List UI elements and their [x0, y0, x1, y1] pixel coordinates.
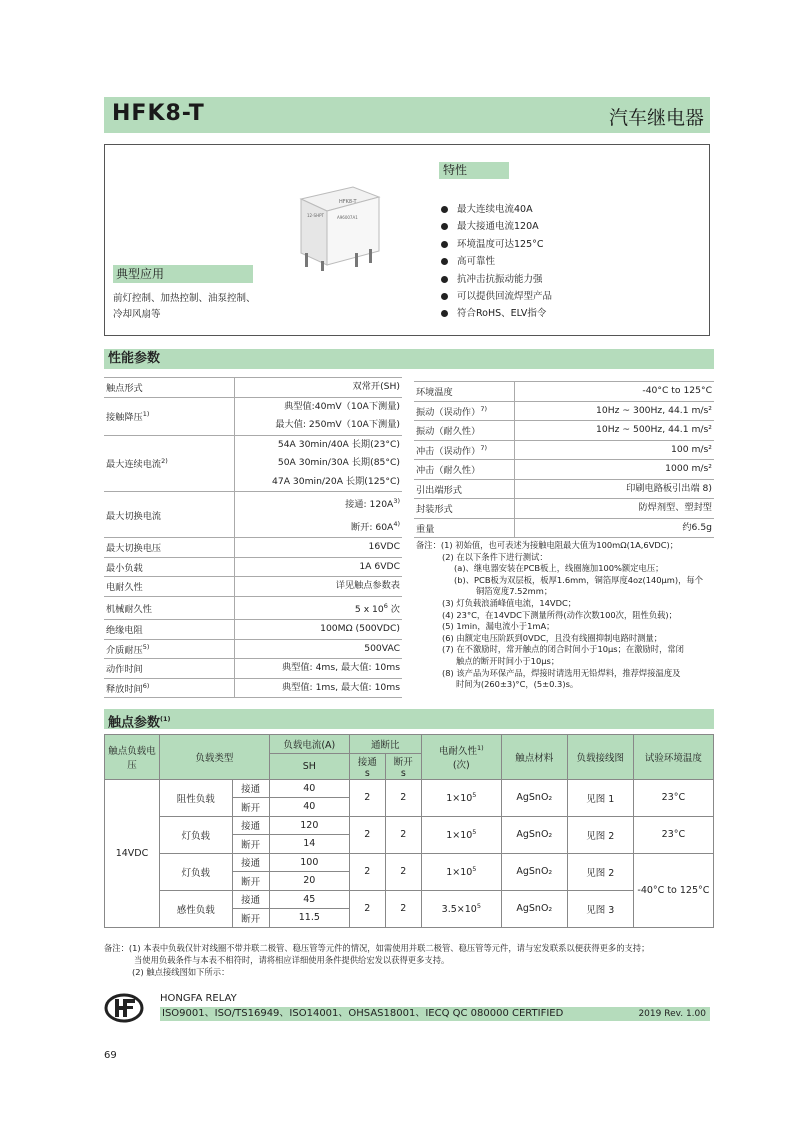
page-number: 69: [104, 1050, 117, 1061]
table-row: 最大切换电流 接通: $120A^{3)}$ 断开: $60A^{4)}$: [104, 492, 402, 538]
table-header-row: SH 接通 s 断开 s: [105, 753, 714, 779]
table-row: 冲击（误动作）$^{7)}$ 100 m/s²: [414, 440, 714, 460]
table-row: 振动（耐久性） 10Hz ~ 500Hz, 44.1 m/s²: [414, 421, 714, 441]
applications-heading: 典型应用: [113, 265, 253, 283]
table-row: 绝缘电阻 100MΩ (500VDC): [104, 620, 402, 640]
feature-item: 符合RoHS、ELV指令: [441, 305, 552, 322]
contact-heading: 触点参数$^{(1)}$: [104, 709, 714, 729]
feature-item: 可以提供回流焊型产品: [441, 288, 552, 305]
feature-item: 高可靠性: [441, 253, 552, 270]
table-row: 灯负载 接通 100 2 2 $1\times 10^5$ AgSnO₂ 见图 2 -40°C to 125°C: [105, 853, 714, 872]
table-row: 冲击（耐久性） 1000 m/s²: [414, 460, 714, 480]
bullet-icon: [441, 276, 448, 283]
table-row: 最大切换电压 16VDC: [104, 538, 402, 558]
table-row: 断开 40: [105, 798, 714, 817]
relay-image: [295, 183, 385, 271]
intro-box: [104, 144, 710, 336]
table-row: 释放时间$^{6)}$ 典型值: 1ms, 最大值: 10ms: [104, 678, 402, 698]
table-row: 引出端形式 印刷电路板引出端 8): [414, 479, 714, 499]
relay-label-1: HFK8-T: [339, 199, 357, 205]
performance-table-left: [104, 377, 402, 698]
bullet-icon: [441, 206, 448, 213]
table-row: 灯负载 接通 120 2 2 $1\times 10^5$ AgSnO₂ 见图 2 23°C: [105, 816, 714, 835]
performance-heading: 性能参数: [104, 349, 714, 369]
table-row: 接触降压$^{1)}$ 典型值:40mV（10A下测量) 最大值: 250mV（10A下测量): [104, 397, 402, 435]
relay-label-2: 12-SHPT: [307, 213, 324, 218]
bullet-icon: [441, 223, 448, 230]
feature-item: 抗冲击抗振动能力强: [441, 271, 552, 288]
table-row: 断开 14: [105, 835, 714, 854]
contact-table: [104, 734, 714, 928]
table-row: 最小负载 1A 6VDC: [104, 557, 402, 577]
feature-item: 最大连续电流40A: [441, 201, 552, 218]
feature-item: 最大接通电流120A: [441, 218, 552, 235]
applications-text: [113, 291, 273, 323]
table-row: 感性负载 接通 45 2 2 $3.5\times 10^5$ AgSnO₂ 见图 3: [105, 890, 714, 909]
table-row: 振动（误动作）$^{7)}$ 10Hz ~ 300Hz, 44.1 m/s²: [414, 401, 714, 421]
bullet-icon: [441, 310, 448, 317]
table-row: 触点形式 双常开(SH): [104, 378, 402, 398]
features-list: [441, 201, 552, 323]
certifications: ISO9001、ISO/TS16949、ISO14001、OHSAS18001、IECQ QC 080000 CERTIFIED: [162, 1008, 564, 1019]
revision: 2019 Rev. 1.00: [638, 1009, 706, 1019]
table-row: 机械耐久性 5 x $10^6$ 次: [104, 596, 402, 620]
company-name: HONGFA RELAY: [160, 993, 237, 1004]
applications-line-2: 冷却风扇等: [113, 309, 161, 320]
hongfa-logo-icon: [104, 993, 144, 1023]
applications-line-1: 前灯控制、加热控制、油泵控制、: [113, 293, 256, 304]
contact-notes: 备注：(1) 本表中负载仅针对线圈不带并联二极管、稳压管等元件的情况，如需使用并联二极管、稳压管等元件，请与宏发联系以便获得更多的支持； 当使用负载条件与本表不相符时，请将相应详细使用条件提供给宏发以获得更多支持。 (2) 触点接线图如下所示：: [104, 943, 650, 977]
performance-notes: 备注：(1) 初始值，也可表述为接触电阻最大值为100mΩ(1A,6VDC)； (2) 在以下条件下进行测试： (a)、继电器安装在PCB板上，线圈施加100%额定电压； (b)、PCB板为双层板，板厚1.6mm，铜箔厚度4oz(140μm)，每个 铜箔宽度7.52mm； (3) 灯负载浪涌峰值电流，14VDC； (4) 23°C，在14VDC下测量所得(动作次数100次，阻性负载)； (5) 1min，漏电流小于1mA； (6) 由额定电压阶跃到0VDC，且没有线圈抑制电路时测量； (7) 在不激励时，常开触点的闭合时间小于10μs；在激励时，常闭 触点的断开时间小于10μs； (8) 该产品为环保产品，焊接时请选用无铅焊料，推荐焊接温度及 时间为(260±3)°C，(5±0.3)s。: [416, 540, 704, 690]
table-row: 最大连续电流$^{2)}$ 54A 30min/40A 长期(23°C) 50A 30min/30A 长期(85°C) 47A 30min/20A 长期(125°C): [104, 435, 402, 492]
features-heading: 特性: [439, 162, 509, 179]
table-row: 断开 11.5: [105, 909, 714, 928]
table-row: 环境温度 -40°C to 125°C: [414, 382, 714, 402]
bullet-icon: [441, 241, 448, 248]
product-category: 汽车继电器: [608, 107, 704, 129]
table-row: 封装形式 防焊剂型、塑封型: [414, 499, 714, 519]
bullet-icon: [441, 293, 448, 300]
table-row: 断开 20: [105, 872, 714, 891]
feature-item: 环境温度可达125°C: [441, 236, 552, 253]
relay-label-3: A96007A1: [337, 215, 358, 220]
table-row: 动作时间 典型值: 4ms, 最大值: 10ms: [104, 659, 402, 679]
table-row: 电耐久性 详见触点参数表: [104, 577, 402, 597]
model-name: HFK8-T: [112, 101, 205, 126]
table-header-row: 触点负载电压 负载类型 负载电流(A) 通断比 电耐久性$^{1)}$ (次) 触点材料 负载接线图 试验环境温度: [105, 735, 714, 754]
certifications-bar: [160, 1007, 710, 1021]
performance-table-right: [414, 381, 714, 538]
title-bar: [104, 97, 710, 133]
table-row: 介质耐压$^{5)}$ 500VAC: [104, 639, 402, 659]
bullet-icon: [441, 258, 448, 265]
table-row: 14VDC 阻性负载 接通 40 2 2 $1\times 10^5$ AgSnO₂ 见图 1 23°C: [105, 779, 714, 798]
table-row: 重量 约6.5g: [414, 518, 714, 538]
